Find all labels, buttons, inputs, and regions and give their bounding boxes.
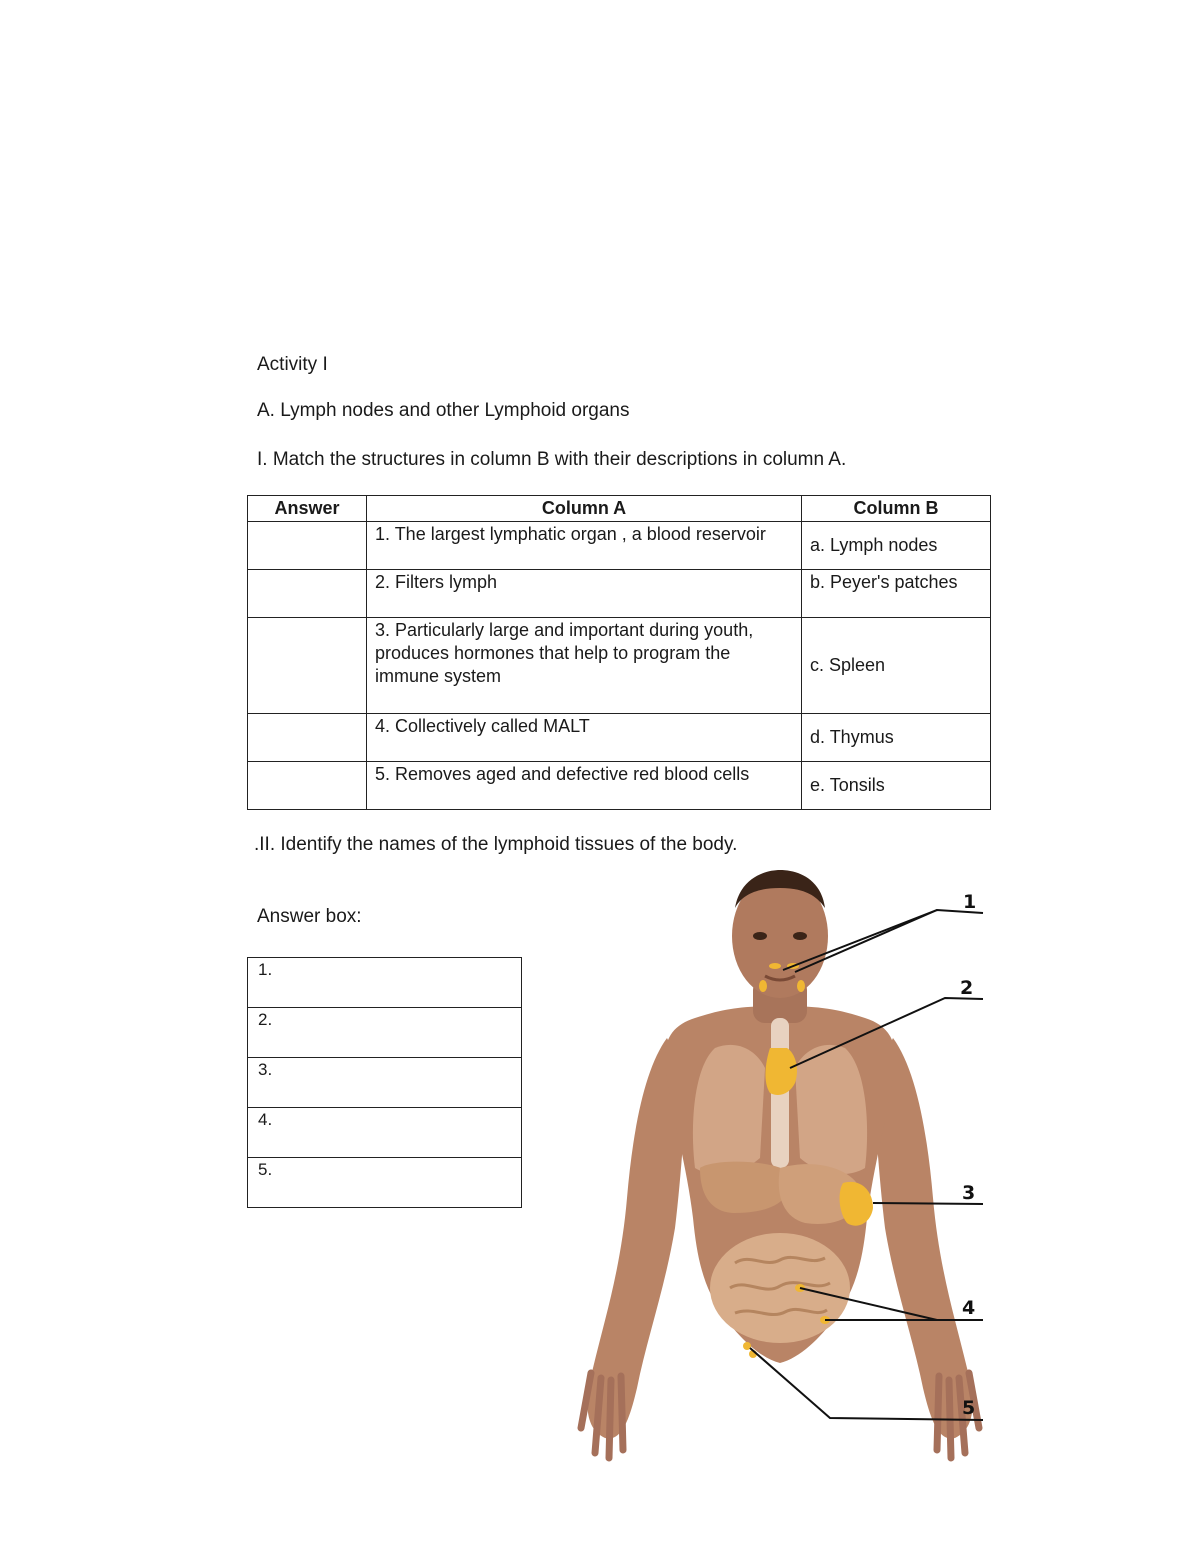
answer-box-field-4[interactable]: 4. bbox=[248, 1108, 522, 1158]
answer-box-row bbox=[248, 958, 522, 1008]
description-5: 5. Removes aged and defective red blood cells bbox=[367, 762, 802, 810]
answer-cell-5[interactable] bbox=[248, 762, 367, 810]
activity-title: Activity I bbox=[257, 354, 328, 375]
table-row bbox=[248, 714, 991, 762]
answer-box-field-2[interactable]: 2. bbox=[248, 1008, 522, 1058]
answer-cell-1[interactable] bbox=[248, 522, 367, 570]
table-row bbox=[248, 618, 991, 714]
lymphoid-anatomy-figure bbox=[575, 868, 990, 1468]
answer-box-field-3[interactable]: 3. bbox=[248, 1058, 522, 1108]
callout-3: 3 bbox=[962, 1182, 976, 1204]
answer-header: Answer bbox=[248, 496, 367, 522]
callout-4: 4 bbox=[962, 1297, 976, 1319]
table-row bbox=[248, 570, 991, 618]
answer-cell-4[interactable] bbox=[248, 714, 367, 762]
structure-b: b. Peyer's patches bbox=[802, 570, 991, 618]
callout-1: 1 bbox=[963, 891, 977, 913]
structure-a: a. Lymph nodes bbox=[802, 522, 991, 570]
answer-box-field-5[interactable]: 5. bbox=[248, 1158, 522, 1208]
matching-instruction: I. Match the structures in column B with their descriptions in column A. bbox=[257, 449, 847, 470]
description-4: 4. Collectively called MALT bbox=[367, 714, 802, 762]
answer-box-label: Answer box: bbox=[257, 906, 362, 927]
structure-e: e. Tonsils bbox=[802, 762, 991, 810]
answer-cell-3[interactable] bbox=[248, 618, 367, 714]
description-3: 3. Particularly large and important during youth, produces hormones that help to program the immune system bbox=[367, 618, 802, 714]
structure-c: c. Spleen bbox=[802, 618, 991, 714]
matching-table bbox=[247, 495, 991, 810]
column-a-header: Column A bbox=[367, 496, 802, 522]
table-row bbox=[248, 522, 991, 570]
answer-box-row bbox=[248, 1058, 522, 1108]
table-row bbox=[248, 762, 991, 810]
answer-cell-2[interactable] bbox=[248, 570, 367, 618]
answer-box-row bbox=[248, 1158, 522, 1208]
description-2: 2. Filters lymph bbox=[367, 570, 802, 618]
identify-instruction: .II. Identify the names of the lymphoid tissues of the body. bbox=[254, 834, 738, 855]
structure-d: d. Thymus bbox=[802, 714, 991, 762]
matching-table-header bbox=[248, 496, 991, 522]
section-title: A. Lymph nodes and other Lymphoid organs bbox=[257, 400, 630, 421]
description-1: 1. The largest lymphatic organ , a blood reservoir bbox=[367, 522, 802, 570]
answer-box-field-1[interactable]: 1. bbox=[248, 958, 522, 1008]
answer-box bbox=[247, 957, 522, 1208]
callout-2: 2 bbox=[960, 977, 974, 999]
callout-5: 5 bbox=[962, 1397, 976, 1419]
answer-box-row bbox=[248, 1008, 522, 1058]
column-b-header: Column B bbox=[802, 496, 991, 522]
answer-box-row bbox=[248, 1108, 522, 1158]
